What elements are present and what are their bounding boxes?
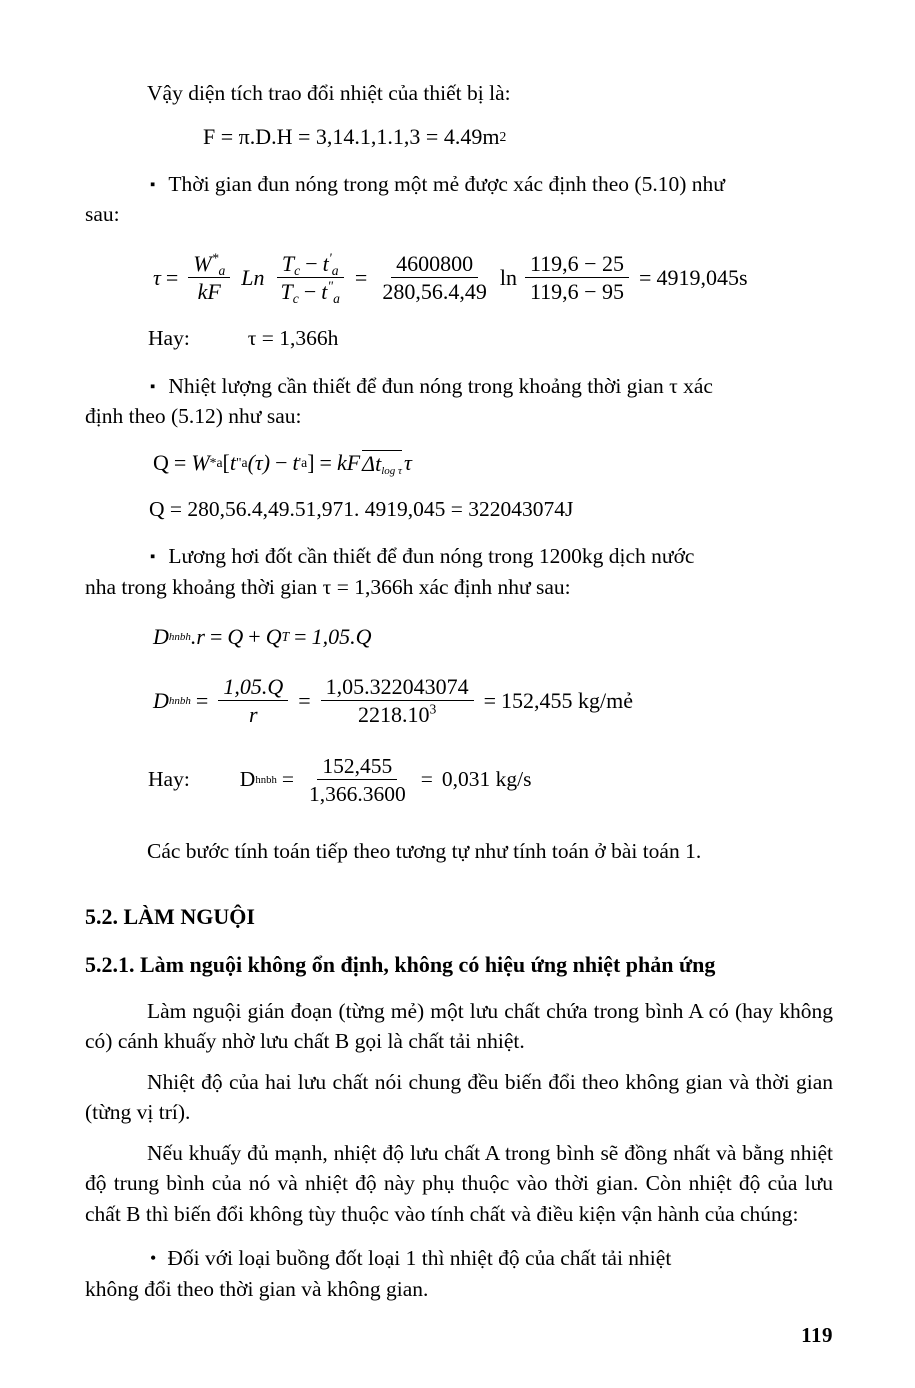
- T-symbol: T: [280, 279, 293, 305]
- fraction-denominator: 1,366.3600: [308, 782, 406, 807]
- Q-symbol: Q: [227, 623, 244, 649]
- fraction-denominator: r: [248, 702, 258, 728]
- t-symbol: t: [322, 250, 329, 276]
- hay-label: Hay:: [148, 325, 190, 350]
- bullet-steam-text: Lương hơi đốt cần thiết để đun nóng trong 1200kg dịch nước: [168, 544, 695, 569]
- t-sub-a: a: [331, 262, 339, 278]
- tau-symbol: τ: [403, 449, 412, 475]
- bullet-heat-required: [150, 371, 833, 402]
- fraction-denominator: 119,6 − 95: [529, 279, 625, 305]
- bullet-last-continuation: không đổi theo thời gian và không gian.: [85, 1276, 429, 1301]
- equals-1: =: [165, 265, 179, 291]
- ln-operator: ln: [499, 265, 517, 291]
- W-sub-a: a: [218, 262, 226, 278]
- fraction-numerator: 4600800: [391, 252, 478, 279]
- equals-2: =: [319, 449, 332, 475]
- denominator-exponent: 3: [429, 702, 437, 717]
- T-sub-c: c: [294, 262, 301, 278]
- D-result: 152,455 kg/mẻ: [501, 688, 634, 714]
- QT-symbol: Q: [265, 623, 282, 649]
- fraction-numeric: [321, 675, 474, 728]
- hay-label: Hay:: [148, 767, 190, 792]
- hay-D-line: Hay: D hnbh = $\frac{152,455}{1,366.3600}$ = 0,031 kg/s: [148, 753, 532, 807]
- square-bullet-icon: [150, 374, 168, 398]
- equals-2: =: [294, 623, 307, 649]
- formula-area-F: F = π.D.H = 3,14.1,1.1,3 = 4.49m 2: [203, 123, 507, 149]
- t-symbol: t: [229, 449, 236, 475]
- bullet-steam-continuation: nha trong khoảng thời gian τ = 1,366h xác định như sau:: [85, 575, 571, 599]
- closing-paragraph: Các bước tính toán tiếp theo tương tự như tính toán ở bài toán 1.: [147, 839, 702, 864]
- hay-tau-line: [148, 327, 833, 351]
- minus-op: −: [305, 250, 318, 276]
- equals-1: =: [209, 623, 223, 649]
- fraction-numerator: 152,455: [317, 754, 397, 780]
- body-paragraph-1: Làm nguội gián đoạn (từng mẻ) một lưu chất chứa trong bình A có (hay không có) cánh khuấy nhờ lưu chất B gọi là chất tải nhiệt.: [85, 998, 833, 1054]
- fraction-numerator: 119,6 − 25: [525, 252, 629, 279]
- tau-result: 4919,045s: [656, 265, 748, 291]
- delta-t-mean: [362, 450, 402, 476]
- tau-argument: (τ): [247, 449, 271, 475]
- equals-3: =: [483, 688, 497, 714]
- formula-Q: Q = W * a [ t " a (τ) − t ' a ] = kF $\Delta t_{log \tau}$ τ: [153, 449, 412, 477]
- D-symbol: D: [239, 767, 256, 792]
- D-rhs: 1,05.Q: [311, 623, 372, 649]
- fraction-denominator: [353, 701, 441, 728]
- fraction-denominator: [276, 278, 345, 305]
- minus-op: −: [303, 279, 317, 305]
- equals-1: =: [195, 688, 209, 714]
- dot-r: .r: [190, 623, 205, 649]
- round-bullet-icon: [150, 1246, 167, 1270]
- fraction-denominator: kF: [197, 279, 221, 305]
- page-number: 119: [801, 1323, 833, 1347]
- hay-tau-value: τ = 1,366h: [247, 325, 339, 350]
- W-star: *: [211, 250, 219, 266]
- equals-1: =: [281, 767, 294, 792]
- bullet-last-text: Đối với loại buồng đốt loại 1 thì nhiệt độ của chất tải nhiệt: [167, 1246, 672, 1271]
- formula-Q-numeric: Q = 280,56.4,49.51,971. 4919,045 = 322043074J: [149, 496, 574, 521]
- heading-section-52: 5.2. LÀM NGUỘI: [85, 903, 255, 929]
- equals-1: =: [173, 449, 187, 475]
- formula-D-value: D hnbh = $\frac{1,05.Q}{r}$ = $\frac{1,05.322043074}{2218.10^3}$ = 152,455 kg/mẻ: [153, 673, 634, 728]
- t-symbol: t: [292, 449, 299, 475]
- body-paragraph-3: Nếu khuấy đủ mạnh, nhiệt độ lưu chất A trong bình sẽ đồng nhất và bằng nhiệt độ trung bình của nó và nhiệt độ này phụ thuộc vào thời gian. Còn nhiệt độ của lưu chất B thì biến đổi không tùy thuộc vào tính chất và điều kiện vận hành của chúng:: [85, 1140, 833, 1226]
- Q-symbol: Q: [153, 449, 169, 475]
- bullet-heat-continuation: định theo (5.12) như sau:: [85, 404, 302, 429]
- kF-symbol: kF: [336, 449, 361, 475]
- square-bullet-icon: [150, 544, 168, 568]
- bullet-last-item: [150, 1243, 833, 1274]
- Ln-operator: Ln: [241, 265, 265, 291]
- W-symbol: W: [191, 449, 210, 475]
- intro-line: Vậy diện tích trao đổi nhiệt của thiết bị là:: [147, 81, 511, 105]
- plus-op: +: [248, 623, 261, 649]
- formula-D-steam-balance: D hnbh .r = Q + Q T = 1,05.Q: [153, 623, 372, 649]
- t-sub-a: a: [333, 291, 340, 307]
- t-prime: ': [328, 250, 332, 266]
- formula-F-text: F = π.D.H = 3,14.1,1.1,3 = 4.49m: [203, 123, 500, 149]
- right-bracket: ]: [307, 449, 315, 475]
- denominator-base: 2218.10: [357, 702, 430, 728]
- fraction-numeric-1: [377, 252, 492, 305]
- fraction-105Q-r: [218, 675, 288, 728]
- tau-symbol: τ: [153, 265, 161, 291]
- D-final-result: 0,031 kg/s: [441, 767, 532, 792]
- delta-t-subscript: log τ: [381, 464, 402, 477]
- bullet-time-text: Thời gian đun nóng trong một mẻ được xác định theo (5.10) như: [168, 171, 725, 196]
- fraction-numerator: 1,05.Q: [218, 675, 288, 702]
- fraction-numerator: [188, 252, 230, 279]
- bullet-heat-text: Nhiệt lượng cần thiết để đun nóng trong khoảng thời gian τ xác: [168, 373, 713, 398]
- bullet-steam-required: [150, 541, 833, 572]
- equals-2: =: [420, 767, 433, 792]
- fraction-numerator: [277, 252, 344, 279]
- T-symbol: T: [281, 250, 295, 276]
- equals-3: =: [639, 265, 652, 291]
- left-bracket: [: [222, 449, 230, 475]
- fraction-denominator: 280,56.4,49: [382, 279, 487, 305]
- delta-t: Δt: [362, 450, 382, 476]
- D-symbol: D: [153, 623, 169, 649]
- T-sub-c: c: [292, 291, 299, 307]
- body-paragraph-2: Nhiệt độ của hai lưu chất nói chung đều biến đổi theo không gian và thời gian (từng vị trí).: [85, 1069, 833, 1125]
- fraction-temp-ratio: [276, 252, 345, 305]
- fraction-Wa-kF: [188, 252, 230, 305]
- page-content: [85, 78, 833, 1306]
- fraction-numeric-2: [525, 252, 629, 305]
- W-symbol: W: [193, 250, 212, 276]
- formula-tau: [153, 252, 833, 305]
- equals-2: =: [298, 688, 311, 714]
- bullet-time-continuation: sau:: [85, 202, 120, 227]
- equals-2: =: [354, 265, 368, 291]
- D-symbol: D: [153, 688, 169, 714]
- minus-op: −: [275, 449, 288, 475]
- heading-subsection-521: 5.2.1. Làm nguội không ổn định, không có hiệu ứng nhiệt phản ứng: [85, 952, 716, 978]
- fraction-D-final: [304, 754, 411, 806]
- square-bullet-icon: [150, 172, 168, 196]
- bullet-time-heating: [150, 169, 833, 200]
- fraction-numerator: 1,05.322043074: [321, 675, 474, 702]
- t-double-prime: ": [327, 279, 334, 295]
- t-symbol: t: [321, 279, 328, 305]
